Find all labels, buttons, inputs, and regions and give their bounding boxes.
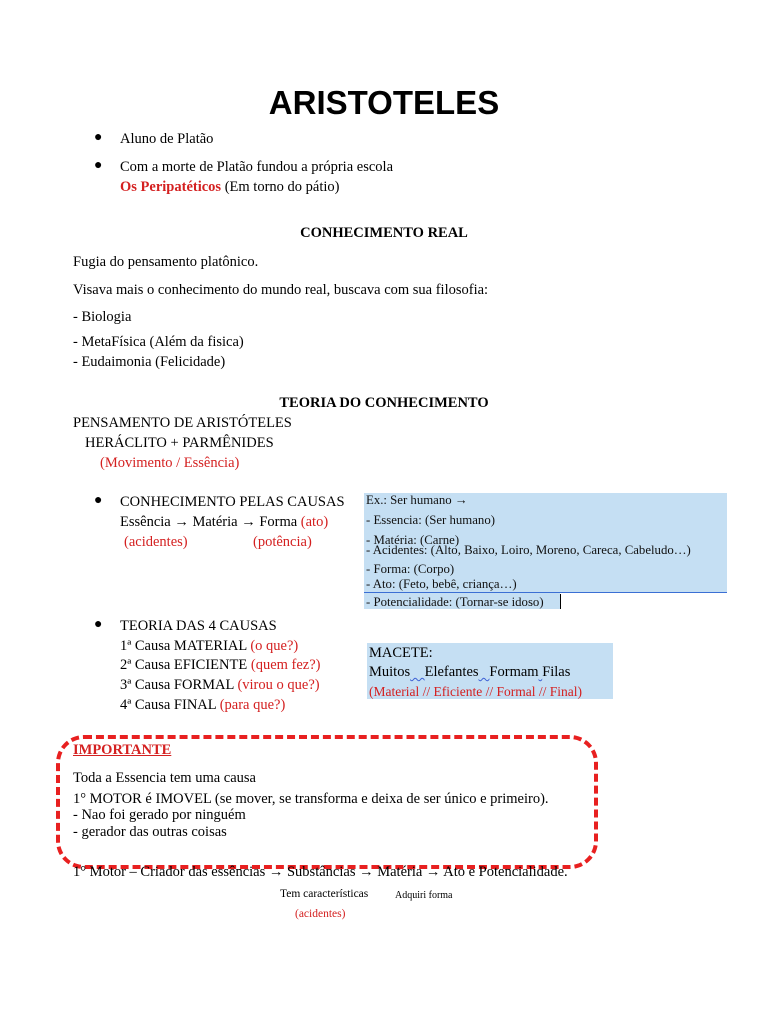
macete-word: Filas <box>542 664 571 680</box>
paragraph: PENSAMENTO DE ARISTÓTELES <box>73 415 292 431</box>
cause-question: (virou o que?) <box>237 677 320 693</box>
example-line: Ex.: Ser humano → <box>366 493 468 507</box>
motor-line: 1° Motor – Criador das essências → Substâncias → Matéria → Ato e Potencialidade. <box>73 864 568 880</box>
cause-label: 3ª Causa FORMAL <box>120 677 238 693</box>
cause-label: 2ª Causa EFICIENTE <box>120 657 251 673</box>
cause-question: (quem fez?) <box>250 657 321 673</box>
example-line: - Acidentes: (Alto, Baixo, Loiro, Moreno, Careca, Cabeludo…) <box>366 543 691 557</box>
cause-item <box>120 676 320 694</box>
four-causes-title: TEORIA DAS 4 CAUSAS <box>120 618 277 634</box>
example-line: - Forma: (Corpo) <box>366 562 455 576</box>
potencia-label: (potência) <box>253 534 312 550</box>
intro-bullet-1: Aluno de Platão <box>120 131 214 147</box>
example-line: - Potencialidade: (Tornar-se idoso) <box>366 595 544 609</box>
note-adquiri-forma: Adquiri forma <box>395 890 453 901</box>
paragraph: Visava mais o conhecimento do mundo real, buscava com sua filosofia: <box>73 282 489 298</box>
bullet-icon: ● <box>94 130 103 145</box>
macete-red-line: (Material // Eficiente // Formal // Final) <box>369 684 582 699</box>
example-line: - Matéria: (Carne) <box>366 533 460 547</box>
macete-word: Elefantes <box>424 664 479 680</box>
school-line <box>120 178 339 196</box>
bullet-icon: ● <box>94 617 103 632</box>
paragraph: (Movimento / Essência) <box>100 455 240 471</box>
intro-bullet-2: Com a morte de Platão fundou a própria escola <box>120 159 394 175</box>
cause-item <box>120 656 321 674</box>
note-caracteristicas: Tem características <box>280 888 369 900</box>
cause-question: (o que?) <box>250 638 299 654</box>
acidentes-label: (acidentes) <box>124 534 188 550</box>
example-line: - Ato: (Feto, bebê, criança…) <box>366 577 517 591</box>
cause-item <box>120 637 298 655</box>
note-acidentes: (acidentes) <box>295 908 346 920</box>
important-line: 1° MOTOR é IMOVEL (se mover, se transforma e deixa de ser único e primeiro). <box>73 791 549 807</box>
causas-text: Essência → Matéria → Forma <box>120 514 301 530</box>
causas-line <box>120 513 328 531</box>
section-heading-teoria: TEORIA DO CONHECIMENTO <box>279 395 489 411</box>
paragraph: HERÁCLITO + PARMÊNIDES <box>85 435 274 451</box>
list-item: - MetaFísica (Além da fisica) <box>73 334 244 350</box>
school-name: Os Peripatéticos <box>120 179 222 195</box>
cause-item <box>120 696 285 714</box>
macete-word: Formam <box>489 664 539 680</box>
list-item: - Biologia <box>73 309 132 325</box>
list-item: - Eudaimonia (Felicidade) <box>73 354 226 370</box>
cause-label: 1ª Causa MATERIAL <box>120 638 251 654</box>
important-line: Toda a Essencia tem uma causa <box>73 770 256 786</box>
macete-word: Muitos <box>369 664 411 680</box>
bullet-icon: ● <box>94 493 103 508</box>
important-line: - Nao foi gerado por ninguém <box>73 807 246 823</box>
school-desc: (Em torno do pátio) <box>221 179 340 195</box>
bullet-icon: ● <box>94 158 103 173</box>
causas-title: CONHECIMENTO PELAS CAUSAS <box>120 494 345 510</box>
paragraph: Fugia do pensamento platônico. <box>73 254 259 270</box>
important-heading: IMPORTANTE <box>73 742 172 758</box>
text-cursor <box>560 594 561 609</box>
macete-words <box>369 662 570 682</box>
macete-title: MACETE: <box>369 645 433 661</box>
cause-label: 4ª Causa FINAL <box>120 697 220 713</box>
important-line: - gerador das outras coisas <box>73 824 227 840</box>
page-title: ARISTOTELES <box>268 84 500 121</box>
section-heading-conhecimento-real: CONHECIMENTO REAL <box>300 225 468 241</box>
example-line: - Essencia: (Ser humano) <box>366 513 495 527</box>
cause-question: (para que?) <box>219 697 286 713</box>
ato-label: (ato) <box>300 514 329 530</box>
